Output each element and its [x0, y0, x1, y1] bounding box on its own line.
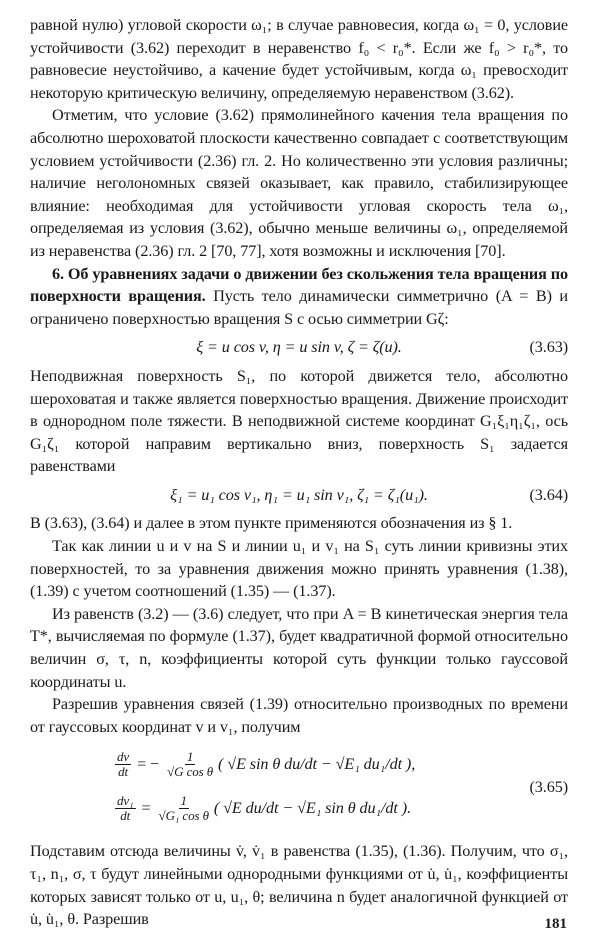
paragraph-8: Разрешив уравнения связей (1.39) относительно производных по времени от гауссовых координат v и v₁, получим: [30, 695, 568, 736]
equation-3-63-body: ξ = u cos v, η = u sin v, ζ = ζ(u).: [196, 338, 402, 357]
page-number: 181: [544, 916, 567, 932]
paragraph-5: В (3.63), (3.64) и далее в этом пункте применяются обозначения из § 1.: [30, 514, 513, 533]
page-body: [30, 14, 568, 931]
paragraph-7: Из равенств (3.2) — (3.6) следует, что при A = B кинетическая энергия тела T*, вычисляемая по формуле (1.37), будет квадратичной формой относительно величин σ, τ, n, коэффициенты которой суть функции только гауссовой координаты u.: [30, 604, 568, 691]
equation-3-65-line-2: $\frac{\text{dv₁}}{dt}$ = $\frac{1}{\text{√G₁ cos θ}}$ ( √E du/dt − √E₁ sin θ du₁/dt ).: [117, 792, 412, 823]
paragraph-9: Подставим отсюда величины v̇, v̇₁ в равенства (1.35), (1.36). Получим, что σ₁, τ₁, n₁, σ, τ будут линейными однородными функциями от u̇, u̇₁, коэффициенты которых зависят только от u, u₁, θ; величина n будет аналогичной функцией от u̇, u̇₁, θ. Разрешив: [30, 842, 568, 929]
equation-3-63-number: (3.63): [529, 338, 568, 357]
paragraph-6: Так как линии u и v на S и линии u₁ и v₁ на S₁ суть линии кривизны этих поверхностей, то за уравнения движения можно принять уравнения (1.38), (1.39) с учетом соотношений (1.35) — (1.37).: [30, 537, 568, 601]
paragraph-3: [30, 263, 568, 331]
equation-3-65-number: (3.65): [529, 778, 568, 797]
equation-3-65: [30, 742, 568, 834]
equation-3-64: [30, 484, 568, 507]
equation-3-64-number: (3.64): [529, 485, 568, 504]
paragraph-4: Неподвижная поверхность S₁, по которой движется тело, абсолютно шероховатая и также является поверхностью вращения. Движение происходит в однородном поле тяжести. В неподвижной системе координат G₁ξ₁η₁ζ₁, ось G₁ζ₁ которой направим вертикально вниз, поверхность S₁ задается равенствами: [30, 366, 568, 476]
paragraph-3-text: Пусть тело динамически симметрично (A = B) и ограничено поверхностью вращения S с осью симметрии Gζ:: [30, 287, 568, 328]
equation-3-65-line-2-body: ( √E du/dt − √E₁ sin θ du₁/dt ).: [213, 799, 412, 818]
equation-3-64-body: ξ₁ = u₁ cos v₁, η₁ = u₁ sin v₁, ζ₁ = ζ₁(u₁).: [170, 485, 428, 504]
equation-3-63: [30, 336, 568, 359]
paragraph-2: Отметим, что условие (3.62) прямолинейного качения тела вращения по абсолютно шероховатой плоскости качественно совпадает с соответствующим условием устойчивости (2.36) гл. 2. Но количественно эти условия различны; наличие неголономных связей оказывает, как правило, стабилизирующее влияние: необходимая для устойчивости угловая скорость тела ω₁, определяемая из условия (3.62), обычно меньше величины ω₁, определяемой из неравенства (2.36) гл. 2 [70, 77], хотя возможны и исключения [70].: [30, 106, 568, 260]
equation-3-65-line-1-body: ( √E sin θ du/dt − √E₁ du₁/dt ),: [218, 755, 416, 774]
paragraph-1: равной нулю) угловой скорости ω₁; в случае равновесия, когда ω₁ = 0, условие устойчивости (3.62) переходит в неравенство f₀ < r₀*. Если же f₀ > r₀*, то равновесие неустойчиво, а качение будет устойчивым, когда ω₁ превосходит некоторую критическую величину, определяемую неравенством (3.62).: [30, 16, 568, 102]
equation-3-65-line-1: $\frac{dv}{dt}$ = − $\frac{1}{\text{√G cos θ}}$ ( √E sin θ du/dt − √E₁ du₁/dt ),: [117, 748, 416, 779]
section-heading: 6. Об уравнениях задачи о движении без скольжения тела вращения по поверхности вращения.: [30, 264, 568, 306]
